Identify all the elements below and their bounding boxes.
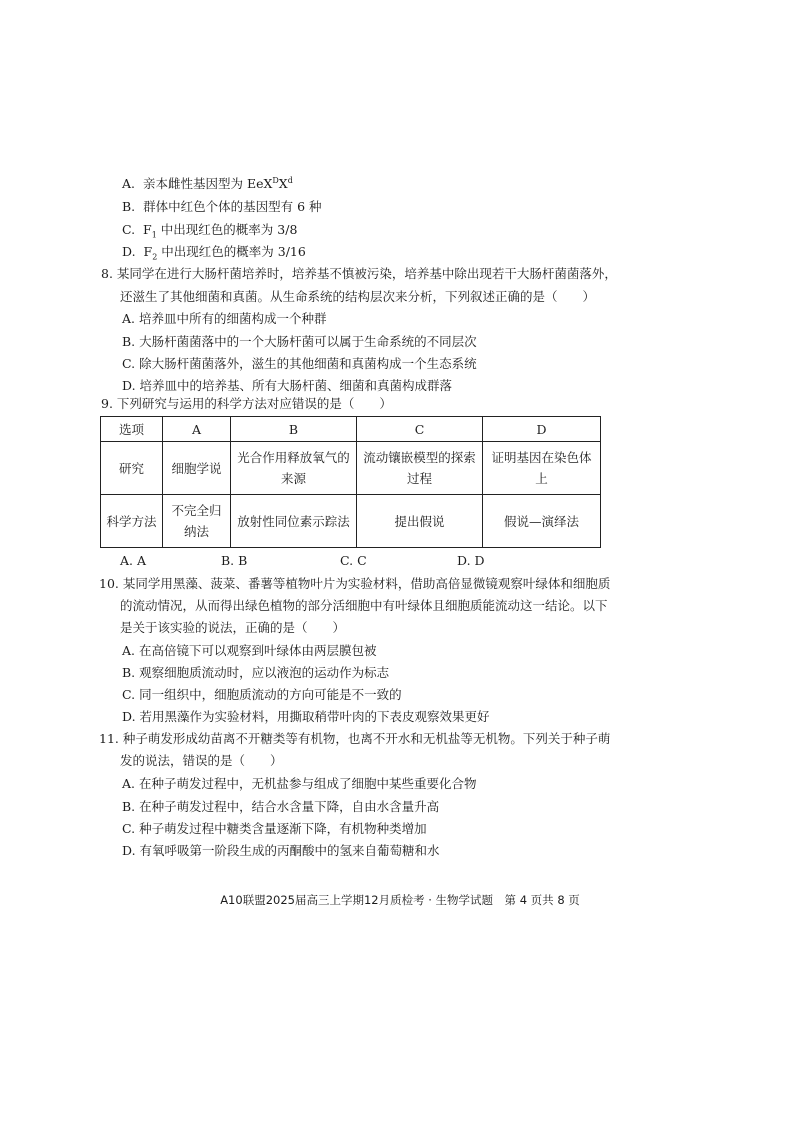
- q8-option-c: C. 除大肠杆菌菌落外，滋生的其他细菌和真菌构成一个生态系统: [122, 356, 477, 371]
- q9-answer-a: A. A: [120, 553, 147, 568]
- q8-option-d: D. 培养皿中的培养基、所有大肠杆菌、细菌和真菌构成群落: [122, 378, 453, 393]
- q11-option-d: D. 有氧呼吸第一阶段生成的丙酮酸中的氢来自葡萄糖和水: [122, 843, 440, 858]
- q9-answer-d: D. D: [457, 553, 485, 568]
- q8-stem-line2: 还滋生了其他细菌和真菌。从生命系统的结构层次来分析，下列叙述正确的是（ ）: [120, 289, 596, 304]
- table-cell: 假说—演绎法: [483, 495, 601, 548]
- q8-number: 8.: [101, 266, 113, 281]
- page-footer: A10联盟2025届高三上学期12月质检考 · 生物学试题 第 4 页共 8 页: [220, 893, 580, 907]
- q7-option-a: A. 亲本雌性基因型为 $EeX^DX^d$: [122, 175, 293, 191]
- table-header-cell: B: [231, 417, 357, 442]
- table-header-cell: A: [163, 417, 231, 442]
- q10-option-d: D. 若用黑藻作为实验材料，用撕取稍带叶肉的下表皮观察效果更好: [122, 709, 490, 724]
- q10-number: 10.: [99, 576, 119, 591]
- table-cell: 放射性同位素示踪法: [231, 495, 357, 548]
- q10-option-b: B. 观察细胞质流动时，应以液泡的运动作为标志: [122, 665, 390, 680]
- table-cell: 流动镶嵌模型的探索过程: [357, 442, 483, 495]
- q11-option-b: B. 在种子萌发过程中，结合水含量下降，自由水含量升高: [122, 799, 440, 814]
- q9-answer-c: C. C: [340, 553, 367, 568]
- table-cell: 提出假说: [357, 495, 483, 548]
- q10-stem-line1: 10. 某同学用黑藻、菠菜、番薯等植物叶片为实验材料，借助高倍显微镜观察叶绿体和细胞质: [99, 576, 611, 591]
- q11-option-a: A. 在种子萌发过程中，无机盐参与组成了细胞中某些重要化合物: [122, 776, 477, 791]
- table-cell: 光合作用释放氧气的来源: [231, 442, 357, 495]
- q8-option-b: B. 大肠杆菌菌落中的一个大肠杆菌可以属于生命系统的不同层次: [122, 334, 477, 349]
- q9-table: [100, 416, 601, 548]
- q11-number: 11.: [99, 731, 119, 746]
- q11-stem-line2: 发的说法，错误的是（ ）: [120, 753, 283, 768]
- table-header-cell: C: [357, 417, 483, 442]
- table-cell: 不完全归纳法: [163, 495, 231, 548]
- q11-stem-line1: 11. 种子萌发形成幼苗离不开糖类等有机物，也离不开水和无机盐等无机物。下列关于种子萌: [99, 731, 611, 746]
- table-header-cell: D: [483, 417, 601, 442]
- table-cell: 细胞学说: [163, 442, 231, 495]
- q10-option-a: A. 在高倍镜下可以观察到叶绿体由两层膜包被: [122, 643, 377, 658]
- q8-option-a: A. 培养皿中所有的细菌构成一个种群: [122, 311, 327, 326]
- q7-option-c: C. $F_1$ 中出现红色的概率为 3/8: [122, 222, 298, 240]
- q9-answer-b: B. B: [221, 553, 248, 568]
- q9-table-method-row: [101, 495, 601, 548]
- table-row-label: 科学方法: [101, 495, 163, 548]
- q7-option-d: D. $F_2$ 中出现红色的概率为 3/16: [122, 244, 306, 262]
- q9-stem: 9. 下列研究与运用的科学方法对应错误的是（ ）: [101, 396, 392, 411]
- table-header-cell: 选项: [101, 417, 163, 442]
- table-cell: 证明基因在染色体上: [483, 442, 601, 495]
- q9-table-header-row: [101, 417, 601, 442]
- table-row-label: 研究: [101, 442, 163, 495]
- q9-table-research-row: [101, 442, 601, 495]
- q10-option-c: C. 同一组织中，细胞质流动的方向可能是不一致的: [122, 687, 402, 702]
- q10-stem-line3: 是关于该实验的说法，正确的是（ ）: [120, 620, 346, 635]
- q8-stem-line1: 8. 某同学在进行大肠杆菌培养时，培养基不慎被污染，培养基中除出现若干大肠杆菌菌落外，: [101, 266, 617, 281]
- q7-option-b: B. 群体中红色个体的基因型有 6 种: [122, 199, 322, 214]
- q11-option-c: C. 种子萌发过程中糖类含量逐渐下降，有机物种类增加: [122, 821, 427, 836]
- q9-number: 9.: [101, 396, 113, 411]
- q10-stem-line2: 的流动情况，从而得出绿色植物的部分活细胞中有叶绿体且细胞质能流动这一结论。以下: [120, 598, 608, 613]
